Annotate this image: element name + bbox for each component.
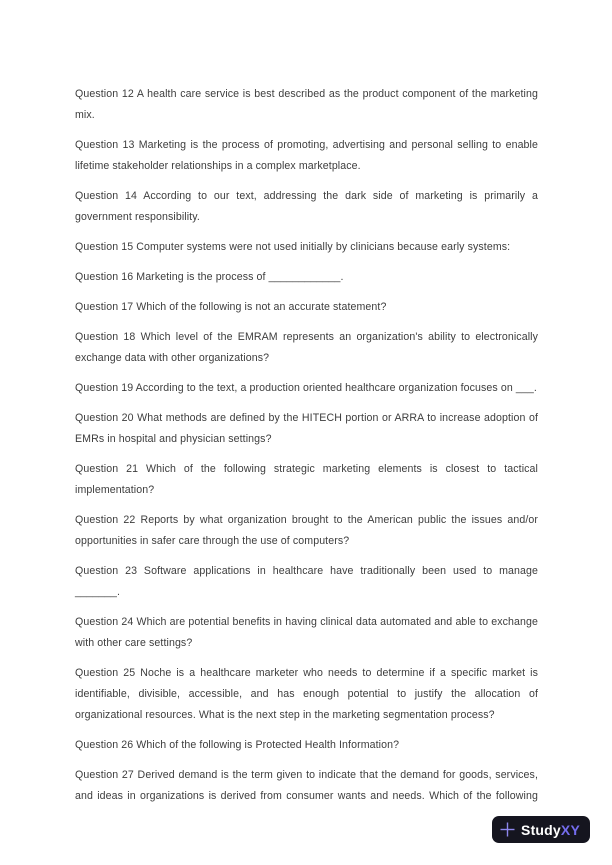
brand-study-text: Study [521,821,561,838]
question-paragraph: Question 13 Marketing is the process of promoting, advertising and personal selling to enable lifetime stakeholder relationships in a complex marketplace. [75,139,538,172]
question-paragraph: Question 16 Marketing is the process of ____________. [75,271,344,283]
studyxy-logo [492,816,590,843]
question-paragraph: Question 17 Which of the following is not an accurate statement? [75,301,387,313]
question-paragraph: Question 14 According to our text, addressing the dark side of marketing is primarily a government responsibility. [75,190,538,223]
question-list [75,84,538,816]
brand-wordmark [521,823,580,837]
question-paragraph: Question 27 Derived demand is the term given to indicate that the demand for goods, services, and ideas in organizations is derived from consumer wants and needs. Which of the following [75,769,538,802]
question-paragraph: Question 15 Computer systems were not used initially by clinicians because early systems: [75,241,511,253]
question-paragraph: Question 24 Which are potential benefits in having clinical data automated and able to exchange with other care settings? [75,616,538,649]
question-paragraph: Question 12 A health care service is best described as the product component of the marketing mix. [75,88,538,121]
question-paragraph: Question 22 Reports by what organization brought to the American public the issues and/or opportunities in safer care through the use of computers? [75,514,538,547]
question-paragraph: Question 23 Software applications in healthcare have traditionally been used to manage _______. [75,565,538,598]
brand-xy-text: XY [560,821,580,838]
plus-icon [500,822,515,837]
question-paragraph: Question 20 What methods are defined by the HITECH portion or ARRA to increase adoption of EMRs in hospital and physician settings? [75,412,538,445]
question-paragraph: Question 25 Noche is a healthcare marketer who needs to determine if a specific market is identifiable, divisible, accessible, and has enough potential to justify the allocation of organizational resources. What is the next step in the marketing segmentation process? [75,667,538,721]
question-paragraph: Question 19 According to the text, a production oriented healthcare organization focuses on ___. [75,382,537,394]
question-paragraph: Question 26 Which of the following is Protected Health Information? [75,739,400,751]
question-paragraph: Question 21 Which of the following strategic marketing elements is closest to tactical implementation? [75,463,538,496]
question-paragraph: Question 18 Which level of the EMRAM represents an organization's ability to electronically exchange data with other organizations? [75,331,538,364]
